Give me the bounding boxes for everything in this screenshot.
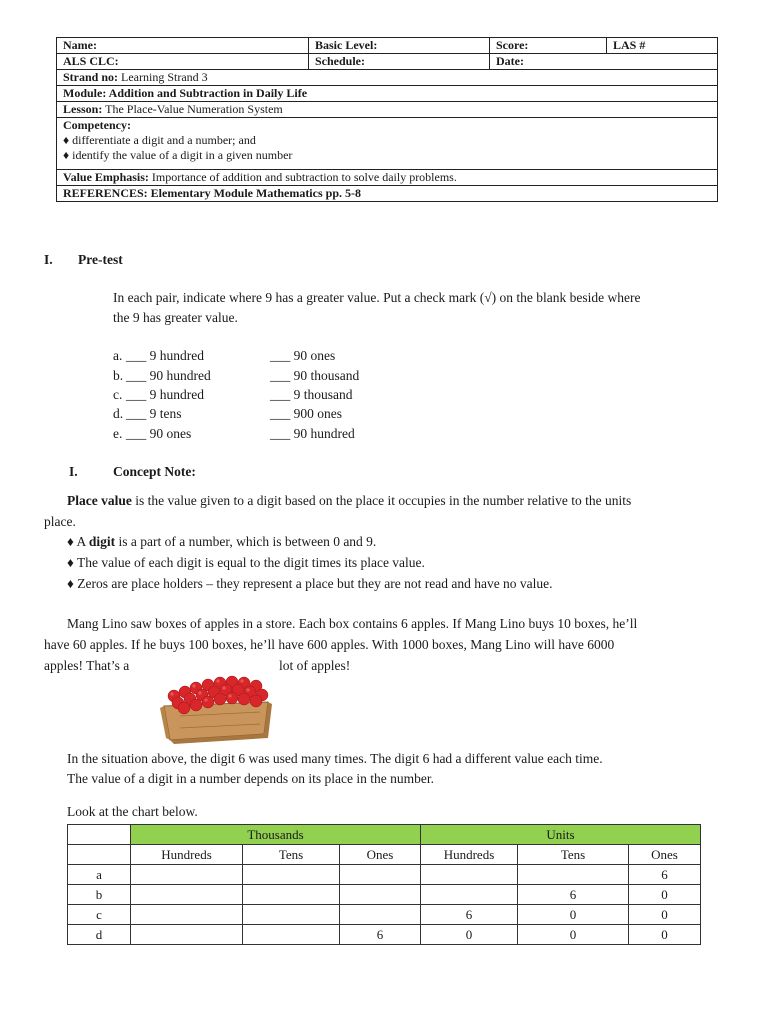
row-label: a	[68, 865, 131, 885]
table-cell: 0	[629, 905, 701, 925]
table-cell: 0	[518, 925, 629, 945]
table-row	[68, 865, 701, 885]
competency-item: ♦ differentiate a digit and a number; and	[63, 133, 256, 147]
competency-row: Competency: ♦ differentiate a digit and a number; and ♦ identify the value of a digit in a given number	[57, 118, 718, 170]
chart-corner-cell	[68, 825, 131, 845]
pretest-item-right[interactable]: ___ 90 thousand	[270, 368, 360, 383]
pretest-item-left[interactable]: ___ 9 tens	[126, 406, 182, 421]
competency-item: ♦ identify the value of a digit in a given number	[63, 148, 293, 162]
pretest-title: Pre-test	[78, 252, 123, 267]
table-cell	[243, 925, 340, 945]
group-header-thousands: Thousands	[131, 825, 421, 845]
table-cell: 6	[629, 865, 701, 885]
place-value-definition: Place value is the value given to a digit based on the place it occupies in the number relative to the units	[67, 493, 632, 508]
column-header: Ones	[340, 845, 421, 865]
column-header: Hundreds	[421, 845, 518, 865]
pretest-item-letter: b.	[113, 368, 124, 383]
column-header: Tens	[243, 845, 340, 865]
column-header: Tens	[518, 845, 629, 865]
apple-crate-image	[160, 672, 272, 744]
date-field[interactable]: Date:	[490, 54, 718, 70]
table-cell	[131, 925, 243, 945]
situation-line2: The value of a digit in a number depends on its place in the number.	[67, 771, 435, 786]
table-cell	[243, 865, 340, 885]
group-header-units: Units	[421, 825, 701, 845]
pretest-item-left[interactable]: ___ 90 ones	[126, 426, 192, 441]
place-value-definition-cont: place.	[44, 514, 76, 529]
pretest-item-right[interactable]: ___ 9 thousand	[270, 387, 353, 402]
table-cell	[243, 885, 340, 905]
row-label: b	[68, 885, 131, 905]
situation-line1: In the situation above, the digit 6 was used many times. The digit 6 had a different value each time.	[67, 751, 603, 766]
schedule-field[interactable]: Schedule:	[309, 54, 490, 70]
header-table	[56, 37, 718, 202]
table-cell	[243, 905, 340, 925]
column-header: Hundreds	[131, 845, 243, 865]
table-cell: 0	[421, 925, 518, 945]
table-cell: 6	[340, 925, 421, 945]
pretest-item-left[interactable]: ___ 9 hundred	[126, 348, 204, 363]
story-line2: have 60 apples. If he buys 100 boxes, he’ll have 600 apples. With 1000 boxes, Mang Lino will have 6000	[44, 637, 615, 652]
strand-row: Strand no: Learning Strand 3	[57, 70, 718, 86]
basic-level-field[interactable]: Basic Level:	[309, 38, 490, 54]
pretest-item-right[interactable]: ___ 90 hundred	[270, 426, 355, 441]
table-cell	[421, 865, 518, 885]
table-cell	[421, 885, 518, 905]
table-cell	[131, 905, 243, 925]
place-value-chart	[67, 824, 701, 945]
row-label: c	[68, 905, 131, 925]
story-line3a: apples! That’s a	[44, 658, 130, 673]
pretest-item-letter: d.	[113, 406, 124, 421]
pretest-item-letter: e.	[113, 426, 123, 441]
story-line3b: lot of apples!	[279, 658, 351, 673]
pretest-item-right[interactable]: ___ 900 ones	[270, 406, 342, 421]
module-row: Module: Addition and Subtraction in Daily Life	[57, 86, 718, 102]
references-row: REFERENCES: Elementary Module Mathematics pp. 5-8	[57, 186, 718, 202]
table-cell	[131, 885, 243, 905]
table-cell: 0	[518, 905, 629, 925]
table-cell	[131, 865, 243, 885]
column-header: Ones	[629, 845, 701, 865]
table-row	[68, 905, 701, 925]
als-clc-field[interactable]: ALS CLC:	[57, 54, 309, 70]
row-label: d	[68, 925, 131, 945]
lesson-row: Lesson: The Place-Value Numeration System	[57, 102, 718, 118]
pretest-item-left[interactable]: ___ 90 hundred	[126, 368, 211, 383]
table-cell	[518, 865, 629, 885]
las-field[interactable]: LAS #	[607, 38, 718, 54]
concept-title: Concept Note:	[113, 464, 196, 479]
score-field[interactable]: Score:	[490, 38, 607, 54]
bullet-value: ♦ The value of each digit is equal to the digit times its place value.	[67, 555, 425, 570]
pretest-item-right[interactable]: ___ 90 ones	[270, 348, 336, 363]
table-row	[68, 925, 701, 945]
table-cell	[340, 885, 421, 905]
pretest-instruction-line1: In each pair, indicate where 9 has a greater value. Put a check mark (√) on the blank beside where	[113, 290, 641, 305]
table-cell	[340, 905, 421, 925]
pretest-item-left[interactable]: ___ 9 hundred	[126, 387, 204, 402]
pretest-numeral: I.	[44, 252, 53, 267]
pretest-instruction-line2: the 9 has greater value.	[113, 310, 238, 325]
story-line1: Mang Lino saw boxes of apples in a store. Each box contains 6 apples. If Mang Lino buys 10 boxes, he’ll	[67, 616, 638, 631]
bullet-digit: ♦ A digit is a part of a number, which is between 0 and 9.	[67, 534, 377, 549]
chart-intro: Look at the chart below.	[67, 804, 198, 819]
concept-numeral: I.	[69, 464, 78, 479]
table-cell: 0	[629, 885, 701, 905]
table-row	[68, 885, 701, 905]
table-cell	[340, 865, 421, 885]
table-cell: 6	[421, 905, 518, 925]
pretest-item-letter: c.	[113, 387, 123, 402]
pretest-item-letter: a.	[113, 348, 123, 363]
chart-blank-cell	[68, 845, 131, 865]
name-field[interactable]: Name:	[57, 38, 309, 54]
value-emphasis-row: Value Emphasis: Importance of addition and subtraction to solve daily problems.	[57, 170, 718, 186]
table-cell: 0	[629, 925, 701, 945]
bullet-zeros: ♦ Zeros are place holders – they represent a place but they are not read and have no value.	[67, 576, 553, 591]
table-cell: 6	[518, 885, 629, 905]
